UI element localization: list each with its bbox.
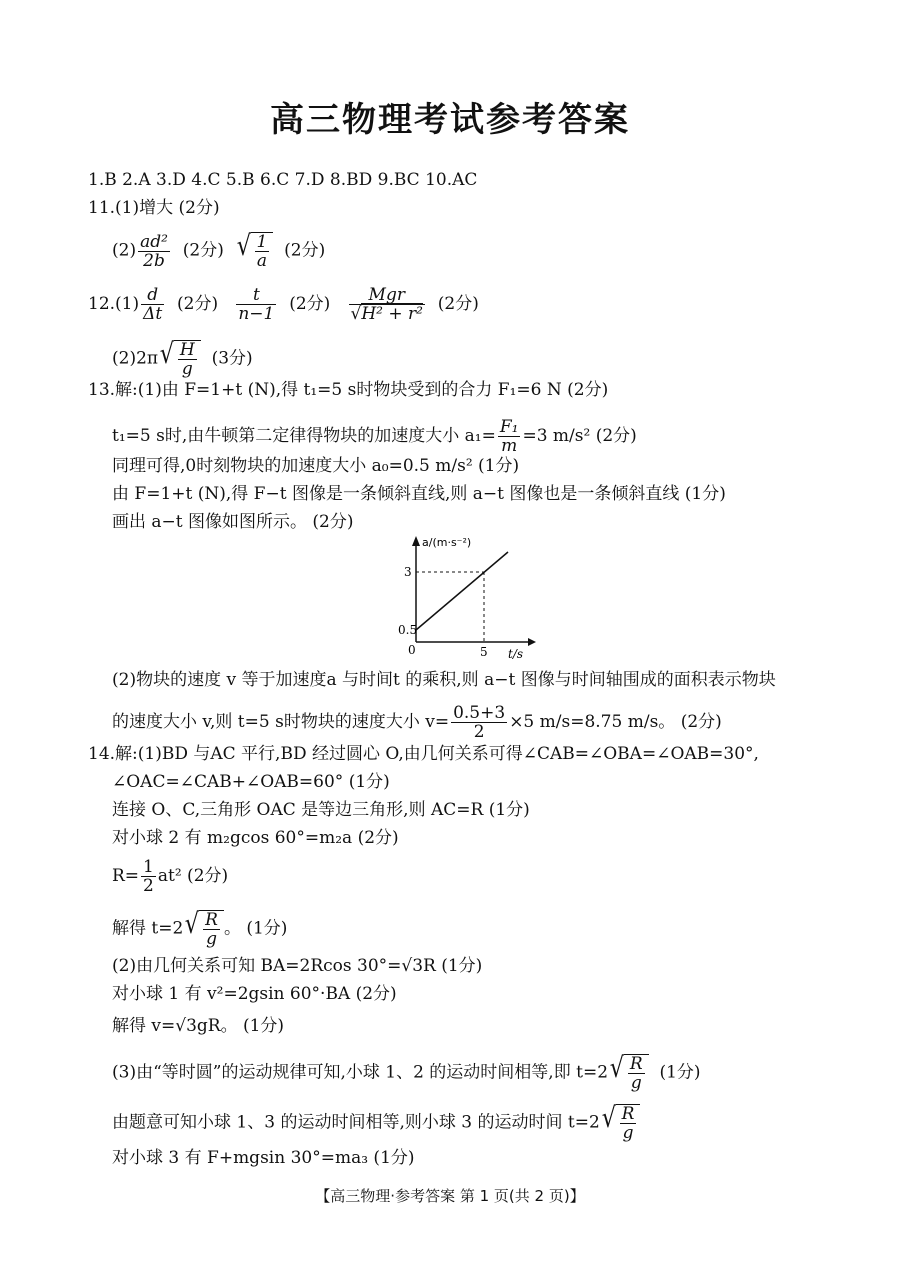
q14-line11: 由题意可知小球 1、3 的运动时间相等,则小球 3 的运动时间 t=2 √ $\frac{R}{g}$ (112, 1104, 640, 1142)
choice-answers: 1.B 2.A 3.D 4.C 5.B 6.C 7.D 8.BD 9.BC 10.AC (88, 170, 478, 190)
x-tick-5: 5 (480, 645, 488, 659)
a-axis-label: a/(m·s⁻²) (422, 536, 472, 549)
q14-line7: (2)由几何关系可知 BA=2Rcos 30°=√3R (1分) (112, 956, 483, 976)
q13-line3: 同理可得,0时刻物块的加速度大小 a₀=0.5 m/s² (1分) (112, 456, 520, 476)
q13-line1: 13.解:(1)由 F=1+t (N),得 t₁=5 s时物块受到的合力 F₁=6 N (2分) (88, 380, 609, 400)
y-tick-3: 3 (404, 565, 412, 579)
q13-line7: 的速度大小 v,则 t=5 s时物块的速度大小 v= $\frac{0.5+3}{2}$ ×5 m/s=8.75 m/s。 (2分) (112, 703, 722, 742)
t-axis-arrow (528, 638, 536, 646)
q13-line4: 由 F=1+t (N),得 F−t 图像是一条倾斜直线,则 a−t 图像也是一条倾斜直线 (1分) (112, 484, 726, 504)
t-axis-label: t/s (508, 647, 524, 661)
page-footer: 【高三物理·参考答案 第 1 页(共 2 页)】 (315, 1187, 585, 1205)
q14-line8: 对小球 1 有 v²=2gsin 60°·BA (2分) (112, 984, 397, 1004)
q12-part2: (2)2π √ $\frac{H}{g}$ (3分) (112, 337, 253, 379)
q13-line2: t₁=5 s时,由牛顿第二定律得物块的加速度大小 a₁= $\frac{\text{F₁}}{m}$ =3 m/s² (2分) (112, 417, 637, 456)
a-t-line (416, 552, 508, 630)
origin-label: 0 (408, 643, 416, 657)
a-axis-arrow (412, 536, 420, 546)
q14-line3: 连接 O、C,三角形 OAC 是等边三角形,则 AC=R (1分) (112, 800, 530, 820)
q14-line6: 解得 t=2 √ $\frac{R}{g}$ 。 (1分) (112, 907, 288, 949)
q14-line5: R= $\frac{1}{2}$ at² (2分) (112, 857, 229, 896)
page-title: 高三物理考试参考答案 (270, 100, 630, 140)
q11-part1: 11.(1)增大 (2分) (88, 198, 220, 218)
q14-line10: (3)由“等时圆”的运动规律可知,小球 1、2 的运动时间相等,即 t=2 √ $\frac{R}{g}$ (1分) (112, 1051, 701, 1093)
q13-line5: 画出 a−t 图像如图所示。 (2分) (112, 512, 354, 532)
q11-part2: (2) $\frac{\text{ad²}}{2b}$ (2分) √ $\frac{1}{a}$ (2分) (112, 229, 326, 271)
q13-line6: (2)物块的速度 v 等于加速度a 与时间t 的乘积,则 a−t 图像与时间轴围成的面积表示物块 (112, 670, 776, 690)
q12-part1: 12.(1) $\frac{d}{\Delta t}$ (2分) $\frac{t}{n-1}$ (2分) $\frac{\text{Mgr}}{\text{√H² + r²}}$ (2分) (88, 285, 479, 324)
q14-line12: 对小球 3 有 F+mgsin 30°=ma₃ (1分) (112, 1148, 415, 1168)
a-t-graph (380, 534, 540, 664)
q14-line1: 14.解:(1)BD 与AC 平行,BD 经过圆心 O,由几何关系可得∠CAB=∠OBA=∠OAB=30°, (88, 744, 759, 764)
q14-line4: 对小球 2 有 m₂gcos 60°=m₂a (2分) (112, 828, 399, 848)
q14-line2: ∠OAC=∠CAB+∠OAB=60° (1分) (112, 772, 390, 792)
q14-line9: 解得 v=√3gR。 (1分) (112, 1016, 285, 1036)
y-tick-0.5: 0.5 (398, 623, 418, 637)
